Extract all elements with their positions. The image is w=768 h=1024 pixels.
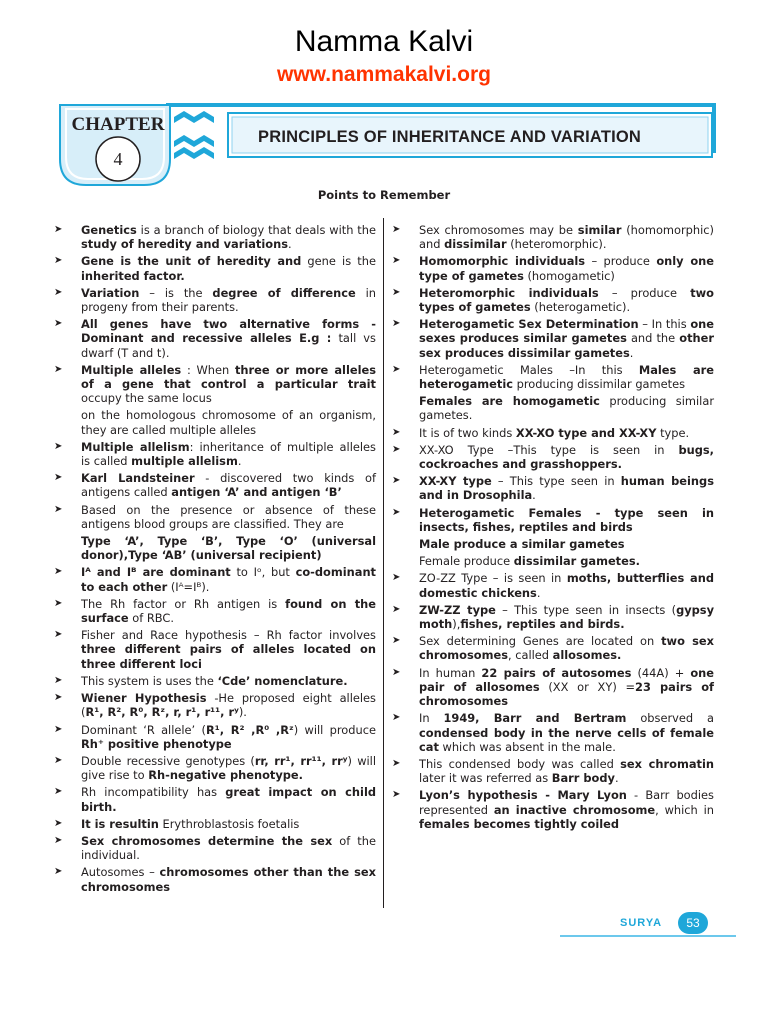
bullet-point (54, 408, 376, 436)
text-segment: human beings and in Drosophila (419, 474, 714, 503)
text-segment: (XX or XY) = (539, 679, 636, 694)
arrow-bullet-icon: ➤ (54, 692, 63, 704)
text-segment: (44A) + (631, 665, 691, 680)
column-divider (383, 218, 384, 908)
text-segment: Type ‘A’, Type ‘B’, Type ‘O’ (universal donor),Type ‘AB’ (universal recipient) (81, 534, 376, 563)
text-segment: This condensed body was called (419, 756, 621, 771)
right-column (392, 223, 714, 834)
text-segment: of the individual. (81, 833, 376, 863)
text-segment: Karl Landsteiner (81, 471, 195, 486)
arrow-bullet-icon: ➤ (54, 817, 63, 829)
text-segment: is a branch of biology that deals with the (136, 223, 376, 237)
text-segment: gene is the (301, 254, 377, 269)
bullet-point (392, 506, 714, 534)
text-segment: allosomes. (552, 648, 622, 663)
text-segment: Rh⁺ positive phenotype (81, 736, 232, 751)
arrow-bullet-icon: ➤ (392, 443, 401, 455)
arrow-bullet-icon: ➤ (54, 440, 63, 452)
arrow-bullet-icon: ➤ (392, 255, 401, 267)
text-segment: , called (507, 648, 553, 663)
text-segment: – produce (585, 254, 657, 269)
text-segment: : inheritance of multiple alleles is called (81, 439, 376, 469)
text-segment: R¹, R² ,R⁰ ,Rᶻ (205, 722, 294, 737)
text-segment: Wiener Hypothesis (81, 691, 207, 706)
bullet-point (54, 223, 376, 251)
arrow-bullet-icon: ➤ (54, 674, 63, 686)
text-segment: similar (577, 223, 622, 237)
text-segment: , which in (655, 802, 714, 817)
arrow-bullet-icon: ➤ (54, 224, 63, 235)
arrow-bullet-icon: ➤ (392, 426, 401, 438)
text-segment: co-dominant to each other (81, 565, 377, 594)
bullet-point (54, 534, 376, 562)
bullet-point (392, 363, 714, 391)
text-segment: All genes have two alternative forms -Dominant and recessive alleles E.g : (81, 317, 376, 346)
chapter-number: 4 (113, 149, 123, 169)
bullet-point (392, 286, 714, 314)
text-segment: Lyon’s hypothesis - Mary Lyon (419, 788, 627, 803)
text-segment: ) will produce (293, 722, 376, 737)
text-segment: – produce (598, 285, 691, 300)
text-segment: Male produce a similar gametes (419, 537, 625, 552)
arrow-bullet-icon: ➤ (392, 572, 401, 584)
text-segment: chromosomes other than the sex chromosomes (81, 865, 377, 894)
chapter-label: CHAPTER (71, 114, 165, 135)
text-segment: 22 pairs of autosomes (481, 665, 632, 680)
chapter-title: PRINCIPLES OF INHERITANCE AND VARIATION (258, 128, 642, 146)
bullet-point (392, 537, 714, 551)
text-segment: Homomorphic individuals (419, 254, 586, 269)
text-segment: Females are homogametic (419, 394, 600, 409)
arrow-bullet-icon: ➤ (54, 597, 63, 609)
bullet-point (54, 691, 376, 719)
text-segment: Sex determining Genes are located on (419, 634, 662, 649)
bullet-point (392, 223, 714, 251)
text-segment: Variation (81, 285, 140, 300)
text-segment: ), (452, 617, 461, 632)
bullet-point (392, 788, 714, 831)
text-segment: tall vs dwarf (T and t). (81, 331, 376, 360)
arrow-bullet-icon: ➤ (392, 506, 401, 518)
arrow-bullet-icon: ➤ (54, 472, 63, 484)
page-number-badge: 53 (678, 912, 708, 934)
text-segment: Rh-negative phenotype. (148, 768, 303, 783)
text-segment: ). (238, 705, 247, 720)
arrow-bullet-icon: ➤ (392, 666, 401, 678)
text-segment: ZO-ZZ Type – is seen in (419, 571, 567, 586)
text-segment: . (237, 454, 242, 469)
arrow-bullet-icon: ➤ (54, 503, 63, 515)
text-segment: Sex chromosomes determine the sex (81, 833, 333, 848)
text-segment: XX-XO type and XX-XY (515, 425, 657, 440)
text-segment: dissimilar gametes. (513, 554, 640, 569)
text-segment: three or more alleles of a gene that control a particular trait (81, 362, 376, 392)
bullet-point (54, 363, 376, 406)
text-segment: (Iᴬ=Iᴮ). (167, 579, 210, 594)
bullet-point (54, 317, 376, 360)
arrow-bullet-icon: ➤ (392, 789, 401, 801)
arrow-bullet-icon: ➤ (392, 318, 401, 330)
text-segment: . (536, 585, 541, 600)
text-segment: (heterogametic). (530, 300, 631, 315)
text-segment: (homomorphic) and (419, 223, 714, 252)
text-segment: type. (656, 425, 690, 440)
arrow-bullet-icon: ➤ (54, 629, 63, 641)
text-segment: – is the (139, 285, 213, 300)
text-segment: It is of two kinds (419, 425, 516, 440)
arrow-bullet-icon: ➤ (392, 363, 401, 375)
bullet-point (54, 674, 376, 688)
footer-brand: SURYA (620, 917, 663, 929)
text-segment: observed a (626, 711, 715, 726)
text-segment: multiple allelism (131, 454, 238, 469)
arrow-bullet-icon: ➤ (54, 286, 63, 298)
text-segment: on the homologous chromosome of an organism, they are called multiple alleles (81, 408, 376, 437)
text-segment: . (629, 345, 634, 360)
text-segment: - discovered two kinds of antigens called (81, 471, 377, 500)
bullet-point (392, 554, 714, 568)
text-segment: study of heredity and variations (81, 237, 288, 252)
text-segment: – In this (638, 317, 691, 332)
arrow-bullet-icon: ➤ (392, 712, 401, 724)
text-segment: rr, rr¹, rr¹¹, rrʸ (254, 753, 348, 768)
text-segment: Female produce (419, 554, 514, 569)
bullet-point (54, 817, 376, 831)
arrow-bullet-icon: ➤ (54, 866, 63, 878)
text-segment: bugs, cockroaches and grasshoppers. (419, 442, 714, 472)
text-segment: The Rh factor or Rh antigen is (81, 596, 286, 611)
text-segment: In (419, 711, 444, 726)
text-segment: and the (626, 331, 680, 346)
arrow-bullet-icon: ➤ (54, 318, 63, 330)
text-segment: great impact on child birth. (81, 785, 376, 814)
text-segment: Rh incompatibility has (81, 785, 226, 800)
text-segment: . (532, 488, 536, 503)
text-segment: Heterogametic Females - type seen in insects, fishes, reptiles and birds (419, 505, 714, 534)
site-url[interactable]: www.nammakalvi.org (277, 63, 491, 86)
bullet-point (54, 628, 376, 671)
bullet-point (54, 286, 376, 314)
text-segment: dissimilar (444, 237, 507, 252)
bullet-point (54, 503, 376, 531)
text-segment: only one type of gametes (419, 254, 714, 283)
text-segment: XX-XY type (419, 474, 492, 489)
bullet-point (54, 865, 376, 893)
text-segment: – This type seen in (491, 474, 621, 489)
bullet-point (392, 254, 714, 282)
text-segment: R¹, R², R⁰, Rᶻ, r, r¹, r¹¹, rʸ (85, 705, 239, 720)
text-segment: one pair of allosomes (419, 665, 714, 694)
text-segment: producing dissimilar gametes (512, 377, 686, 392)
text-segment: (homogametic) (523, 268, 615, 283)
text-segment: an inactive chromosome (493, 802, 656, 817)
text-segment: In human (419, 665, 482, 680)
arrow-bullet-icon: ➤ (54, 723, 63, 735)
text-segment: Heteromorphic individuals (419, 285, 599, 300)
arrow-bullet-icon: ➤ (392, 757, 401, 769)
text-segment: Heterogametic Sex Determination (419, 317, 639, 332)
bullet-point (392, 603, 714, 631)
text-segment: - Barr bodies represented (419, 788, 714, 817)
text-segment: Dominant ‘R allele’ ( (81, 722, 206, 737)
arrow-bullet-icon: ➤ (54, 255, 63, 267)
text-segment: inherited factor. (81, 268, 185, 283)
text-segment: sex chromatin (620, 756, 714, 771)
text-segment: later it was referred as (419, 771, 552, 786)
text-segment: . (614, 771, 619, 786)
text-segment: ‘Cde’ nomenclature. (217, 673, 348, 688)
bullet-point (54, 597, 376, 625)
bullet-point (392, 634, 714, 662)
points-heading: Points to Remember (317, 188, 451, 202)
arrow-bullet-icon: ➤ (392, 475, 401, 487)
footer-rule (560, 935, 736, 937)
text-segment: antigen ‘A’ and antigen ‘B’ (171, 485, 342, 500)
text-segment: found on the surface (81, 596, 376, 626)
bullet-point (54, 471, 376, 499)
bullet-point (54, 254, 376, 282)
text-segment: Multiple alleles (81, 362, 182, 377)
arrow-bullet-icon: ➤ (392, 224, 401, 235)
bullet-point (392, 666, 714, 709)
text-segment: Iᴬ and Iᴮ are dominant (81, 565, 231, 580)
text-segment: moths, butterflies and domestic chickens (419, 571, 714, 600)
text-segment: of RBC. (128, 611, 174, 626)
text-segment: Genetics (81, 223, 137, 237)
text-segment: (heteromorphic). (506, 237, 607, 252)
text-segment: producing similar gametes. (419, 394, 714, 423)
text-segment: Double recessive genotypes ( (81, 753, 255, 768)
text-segment: Gene is the unit of heredity and (81, 254, 302, 269)
text-segment: which was absent in the male. (438, 739, 616, 754)
text-segment: fishes, reptiles and birds. (460, 617, 625, 632)
text-segment: in progeny from their parents. (81, 285, 376, 315)
bullet-point (392, 757, 714, 785)
left-column (54, 223, 376, 897)
text-segment: Erythroblastosis foetalis (158, 816, 300, 831)
text-segment: one sexes produces similar gametes (419, 317, 715, 346)
text-segment: 23 pairs of chromosomes (419, 679, 714, 709)
text-segment: ) will give rise to (81, 753, 377, 783)
bullet-point (54, 565, 376, 593)
bullet-point (392, 711, 714, 754)
arrow-bullet-icon: ➤ (392, 286, 401, 298)
text-segment: XX-XO Type –This type is seen in (419, 442, 679, 457)
bullet-point (392, 571, 714, 599)
arrow-bullet-icon: ➤ (54, 834, 63, 846)
text-segment: Multiple allelism (81, 439, 190, 454)
text-segment: Based on the presence or absence of these antigens blood groups are classified. They are (81, 502, 376, 531)
text-segment: degree of difference (212, 285, 356, 300)
text-segment: 1949, Barr and Bertram (443, 711, 627, 726)
text-segment: – This type seen in insects ( (495, 602, 677, 617)
bullet-point (392, 426, 714, 440)
text-segment: three different pairs of alleles located on three different loci (81, 642, 376, 671)
bullet-point (54, 723, 376, 751)
text-segment: . (288, 237, 292, 252)
text-segment: Heterogametic Males –In this (419, 362, 639, 377)
bullet-point (392, 474, 714, 502)
text-segment: Sex chromosomes may be (419, 223, 578, 237)
text-segment: females becomes tightly coiled (419, 816, 620, 831)
text-segment: This system is uses the (81, 673, 218, 688)
text-segment: two sex chromosomes (419, 634, 714, 663)
bullet-point (392, 394, 714, 422)
arrow-bullet-icon: ➤ (54, 363, 63, 375)
bullet-point (54, 440, 376, 468)
text-segment: condensed body in the nerve cells of female cat (419, 725, 714, 754)
bullet-point (54, 834, 376, 862)
text-segment: other sex produces dissimilar gametes (419, 331, 714, 360)
text-segment: Barr body (551, 771, 615, 786)
arrow-bullet-icon: ➤ (54, 754, 63, 766)
text-segment: gypsy moth (419, 602, 714, 632)
text-segment: ZW-ZZ type (419, 602, 496, 617)
bullet-point (392, 443, 714, 471)
text-segment: -He proposed eight alleles ( (81, 691, 376, 720)
arrow-bullet-icon: ➤ (54, 566, 63, 578)
text-segment: two types of gametes (419, 285, 714, 315)
text-segment: It is resultin (81, 816, 159, 831)
text-segment: occupy the same locus (81, 391, 212, 406)
bullet-point (392, 317, 714, 360)
arrow-bullet-icon: ➤ (392, 603, 401, 615)
bullet-point (54, 785, 376, 813)
text-segment: Males are heterogametic (419, 362, 714, 392)
bullet-point (54, 754, 376, 782)
text-segment: Autosomes – (81, 865, 160, 880)
text-segment: to Iᵒ, but (230, 565, 296, 580)
site-title: Namma Kalvi (294, 25, 474, 58)
arrow-bullet-icon: ➤ (392, 635, 401, 647)
arrow-bullet-icon: ➤ (54, 786, 63, 798)
text-segment: Fisher and Race hypothesis – Rh factor involves (81, 628, 376, 643)
text-segment: : When (181, 362, 235, 377)
